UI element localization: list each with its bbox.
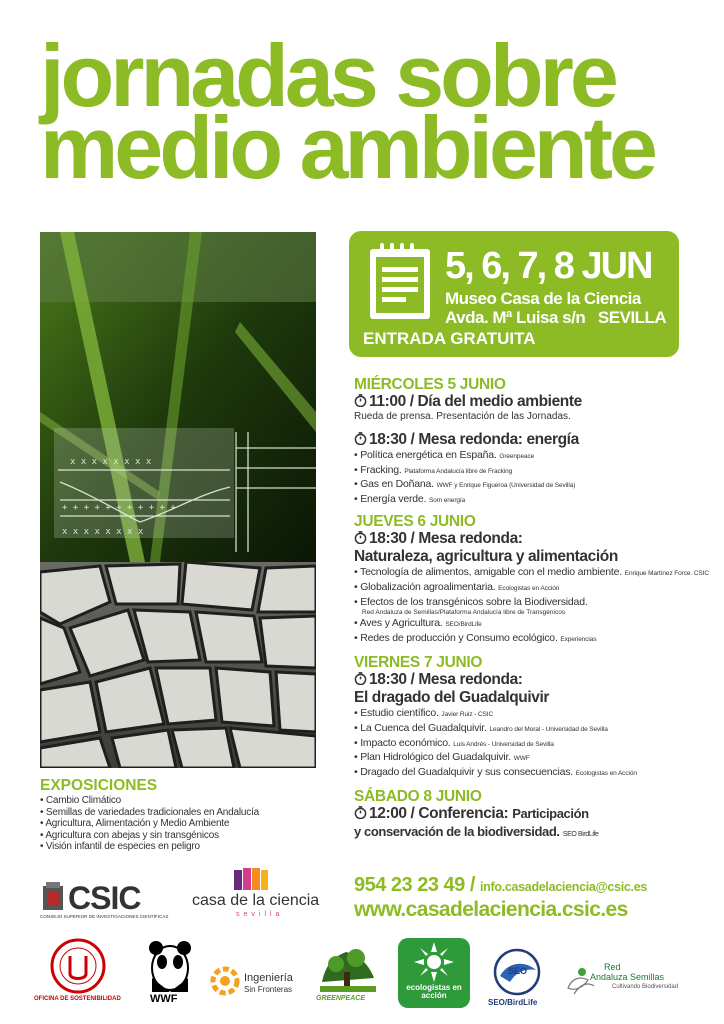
clock-icon xyxy=(354,394,367,407)
contact-phone xyxy=(354,874,647,897)
list-item: • Agricultura con abejas y sin transgénicos xyxy=(40,829,219,841)
ingenieria-sin-fronteras-logo xyxy=(210,960,300,1000)
universidad-sevilla-logo xyxy=(30,938,130,1008)
list-item: • Energía verde. Som energía xyxy=(354,492,466,505)
sun-flower-icon xyxy=(414,942,454,982)
wwf-text: WWF xyxy=(150,993,178,1005)
svg-text:SEO: SEO xyxy=(508,966,528,976)
venue-city: SEVILLA xyxy=(597,308,667,327)
free-entry: ENTRADA GRATUITA xyxy=(363,329,536,348)
event-title-line2: Naturaleza, agricultura y alimentación xyxy=(354,548,618,566)
casa-ciencia-icon xyxy=(234,866,268,890)
exhibitions xyxy=(40,777,340,853)
csic-text: CSIC xyxy=(68,880,141,916)
email-link[interactable]: info.casadelaciencia@csic.es xyxy=(479,880,648,894)
seo-birdlife-logo xyxy=(488,948,548,1010)
venue-name: Museo Casa de la Ciencia xyxy=(445,289,641,308)
day-label: JUEVES 6 JUNIO xyxy=(354,513,476,531)
clock-icon xyxy=(354,531,367,544)
title-line-2: medio ambiente xyxy=(40,98,654,197)
day-label: MIÉRCOLES 5 JUNIO xyxy=(354,376,506,393)
ecologistas-en-accion-logo xyxy=(398,938,470,1008)
list-item: • La Cuenca del Guadalquivir. Leandro del Moral - Universidad de Sevilla xyxy=(354,721,608,734)
list-item: • Dragado del Guadalquivir y sus consecuencias. Ecologistas en Acción xyxy=(354,765,637,778)
greenpeace-text: GREENPEACE xyxy=(316,995,366,1002)
list-item: • Visión infantil de especies en peligro xyxy=(40,841,200,852)
greenpeace-tree-icon xyxy=(316,942,380,996)
title-line-1: jornadas sobre xyxy=(40,26,615,125)
casa-ciencia-logo xyxy=(190,866,330,922)
ras-subtitle: Cultivando Biodiversidad xyxy=(612,984,679,990)
list-item: • Globalización agroalimentaria. Ecologistas en Acción xyxy=(354,580,560,593)
list-item: • Cambio Climático xyxy=(40,795,122,806)
seo-text: SEO/BirdLife xyxy=(488,998,538,1007)
list-item: • Aves y Agricultura. SEO/BirdLife xyxy=(354,617,482,630)
list-item: • Tecnología de alimentos, amigable con el medio ambiente. Enrique Martínez Force. CSIC xyxy=(354,566,709,579)
event-topic: Participación xyxy=(512,806,589,822)
day-label: SÁBADO 8 JUNIO xyxy=(354,788,482,806)
csic-emblem-icon xyxy=(40,882,66,912)
csic-logo xyxy=(40,880,180,922)
page-title xyxy=(40,26,690,197)
list-item: • Plan Hidrológico del Guadalquivir. WWF xyxy=(354,751,530,764)
event-title xyxy=(354,805,694,823)
website-link[interactable]: www.casadelaciencia.csic.es xyxy=(354,898,628,921)
eea-text: ecologistas en acción xyxy=(406,983,462,1000)
event-title xyxy=(354,530,694,548)
list-item: • Redes de producción y Consumo ecológico. Experiencias xyxy=(354,631,597,644)
event-dates: 5, 6, 7, 8 JUN xyxy=(445,245,652,287)
svg-text:+ + + + + + + + + + +: + + + + + + + + + + + xyxy=(62,503,176,513)
ofi-text: OFICINA DE SOSTENIBILIDAD xyxy=(34,996,121,1002)
event-title xyxy=(354,431,694,449)
isf-text: Ingeniería xyxy=(244,972,293,984)
svg-text:x x x x x x x x: x x x x x x x x xyxy=(70,457,152,467)
svg-text:x x x x x x x x: x x x x x x x x xyxy=(62,527,144,537)
list-item: • Semillas de variedades tradicionales en Andalucía xyxy=(40,806,260,818)
collage-image xyxy=(40,232,316,768)
venue-address: Avda. Mª Luisa s/n xyxy=(445,308,586,327)
csic-subtitle: CONSEJO SUPERIOR DE INVESTIGACIONES CIENTÍFICAS xyxy=(40,914,169,919)
event-title-line2: y conservación de la biodiversidad. SEO BirdLife xyxy=(354,824,599,840)
event-title-text: 11:00 / Día del medio ambiente xyxy=(369,393,582,410)
event-title-line2: El dragado del Guadalquivir xyxy=(354,689,550,707)
casa-ciencia-text: casa de la ciencia xyxy=(192,892,320,909)
greenpeace-logo xyxy=(316,942,380,1006)
ras-text-2: Andaluza Semillas xyxy=(590,972,665,982)
event-title-text: 18:30 / Mesa redonda: energía xyxy=(369,431,579,448)
event-venue xyxy=(445,289,666,327)
ras-text: Red xyxy=(604,962,621,972)
event-info-box xyxy=(349,231,679,357)
event-desc: Rueda de prensa. Presentación de las Jornadas. xyxy=(354,411,571,422)
event-title-text: 18:30 / Mesa redonda: xyxy=(369,671,523,689)
red-andaluza-semillas-logo xyxy=(566,960,686,1000)
exhibitions-heading: EXPOSICIONES xyxy=(40,777,158,794)
wwf-logo xyxy=(148,938,194,1008)
list-item: • Estudio científico. Javier Ruiz - CSIC xyxy=(354,707,494,720)
list-item: • Política energética en España. Greenpeace xyxy=(354,449,535,461)
list-item: • Fracking. Plataforma Andalucía libre de Fracking xyxy=(354,463,513,476)
program xyxy=(354,376,709,844)
casa-ciencia-subtitle: sevilla xyxy=(236,911,284,918)
calendar-icon xyxy=(367,239,433,323)
venue-address-line xyxy=(445,308,666,327)
event-title-text: 12:00 / Conferencia: xyxy=(369,805,509,823)
clock-icon xyxy=(354,806,367,819)
photo-collage xyxy=(40,232,316,768)
event-title xyxy=(354,393,694,411)
clock-icon xyxy=(354,432,367,445)
university-seal-icon xyxy=(48,938,108,994)
day-label: VIERNES 7 JUNIO xyxy=(354,654,483,672)
panda-icon xyxy=(148,938,192,992)
phone-number: 954 23 23 49 / xyxy=(354,874,475,896)
seo-bird-icon xyxy=(492,948,542,996)
isf-sun-icon xyxy=(210,964,240,998)
list-item-sub: Red Andaluza de Semillas/Plataforma Andalucía libre de Transgénicos xyxy=(362,609,566,617)
event-title-text: 18:30 / Mesa redonda: xyxy=(369,530,523,548)
list-item: • Gas en Doñana. WWF y Enrique Figueroa (Universidad de Sevilla) xyxy=(354,478,576,491)
list-item: • Impacto económico. Luis Andrés - Universidad de Sevilla xyxy=(354,736,554,749)
event-title xyxy=(354,671,694,689)
isf-subtitle: Sin Fronteras xyxy=(244,985,293,994)
clock-icon xyxy=(354,672,367,685)
list-item: • Efectos de los transgénicos sobre la Biodiversidad. xyxy=(354,595,588,608)
list-item: • Agricultura, Alimentación y Medio Ambiente xyxy=(40,818,230,829)
